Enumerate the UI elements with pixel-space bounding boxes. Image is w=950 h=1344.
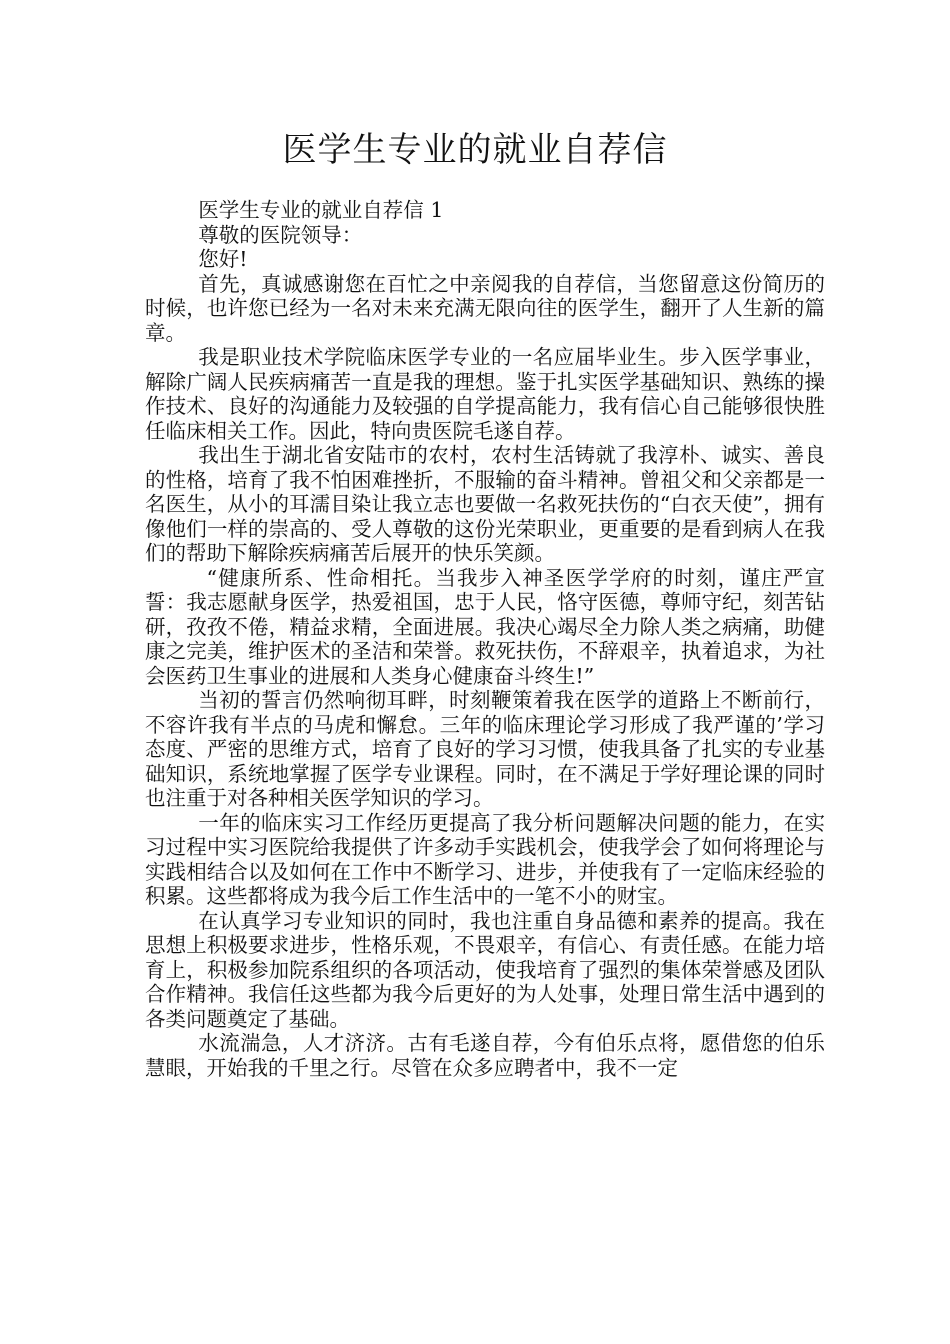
body-paragraph: 当初的誓言仍然响彻耳畔，时刻鞭策着我在医学的道路上不断前行，不容许我有半点的马虎和懈怠。三年的临床理论学习形成了我严谨的’学习态度、严密的思维方式，培育了良好的学习习惯，使我具备了扎实的专业基础知识，系统地掌握了医学专业课程。同时，在不满足于学好理论课的同时也注重于对各种相关医学知识的学习。 xyxy=(145,688,825,810)
body-paragraph: 我是职业技术学院临床医学专业的一名应届毕业生。步入医学事业，解除广阔人民疾病痛苦一直是我的理想。鉴于扎实医学基础知识、熟练的操作技术、良好的沟通能力及较强的自学提高能力，我有信心自己能够很快胜任临床相关工作。因此，特向贵医院毛遂自荐。 xyxy=(145,345,825,443)
body-paragraph: 首先，真诚感谢您在百忙之中亲阅我的自荐信，当您留意这份简历的时候，也许您已经为一名对未来充满无限向往的医学生，翻开了人生新的篇章。 xyxy=(145,271,825,345)
body-paragraph: 水流湍急，人才济济。古有毛遂自荐，今有伯乐点将，愿借您的伯乐慧眼，开始我的千里之行。尽管在众多应聘者中，我不一定 xyxy=(145,1031,825,1080)
body-paragraph: 我出生于湖北省安陆市的农村，农村生活铸就了我淳朴、诚实、善良的性格，培育了我不怕困难挫折，不服输的奋斗精神。曾祖父和父亲都是一名医生，从小的耳濡目染让我立志也要做一名救死扶伤的“白衣天使”，拥有像他们一样的崇高的、受人尊敬的这份光荣职业，更重要的是看到病人在我们的帮助下解除疾病痛苦后展开的快乐笑颜。 xyxy=(145,443,825,565)
body-paragraph: 在认真学习专业知识的同时，我也注重自身品德和素养的提高。我在思想上积极要求进步，性格乐观，不畏艰辛，有信心、有责任感。在能力培育上，积极参加院系组织的各项活动，使我培育了强烈的集体荣誉感及团队合作精神。我信任这些都为我今后更好的为人处事，处理日常生活中遇到的各类问题奠定了基础。 xyxy=(145,908,825,1031)
greeting: 您好! xyxy=(198,247,248,271)
body-paragraph: 一年的临床实习工作经历更提高了我分析问题解决问题的能力，在实习过程中实习医院给我提供了许多动手实践机会，使我学会了如何将理论与实践相结合以及如何在工作中不断学习、进步，并使我有了一定临床经验的积累。这些都将成为我今后工作生活中的一笔不小的财宝。 xyxy=(145,810,825,908)
document-body xyxy=(145,198,825,1080)
document-title: 医学生专业的就业自荐信 xyxy=(282,130,668,170)
salutation: 尊敬的医院领导： xyxy=(198,222,363,247)
oath-paragraph: “健康所系、性命相托。当我步入神圣医学学府的时刻，谨庄严宣誓：我志愿献身医学，热爱祖国，忠于人民，恪守医德，尊师守纪，刻苦钻研，孜孜不倦，精益求精，全面进展。我决心竭尽全力除人类之病痛，助健康之完美，维护医术的圣洁和荣誉。救死扶伤，不辞艰辛，执着追求，为社会医药卫生事业的进展和人类身心健康奋斗终生!” xyxy=(145,565,825,688)
letter-heading: 医学生专业的就业自荐信 1 xyxy=(198,198,444,222)
